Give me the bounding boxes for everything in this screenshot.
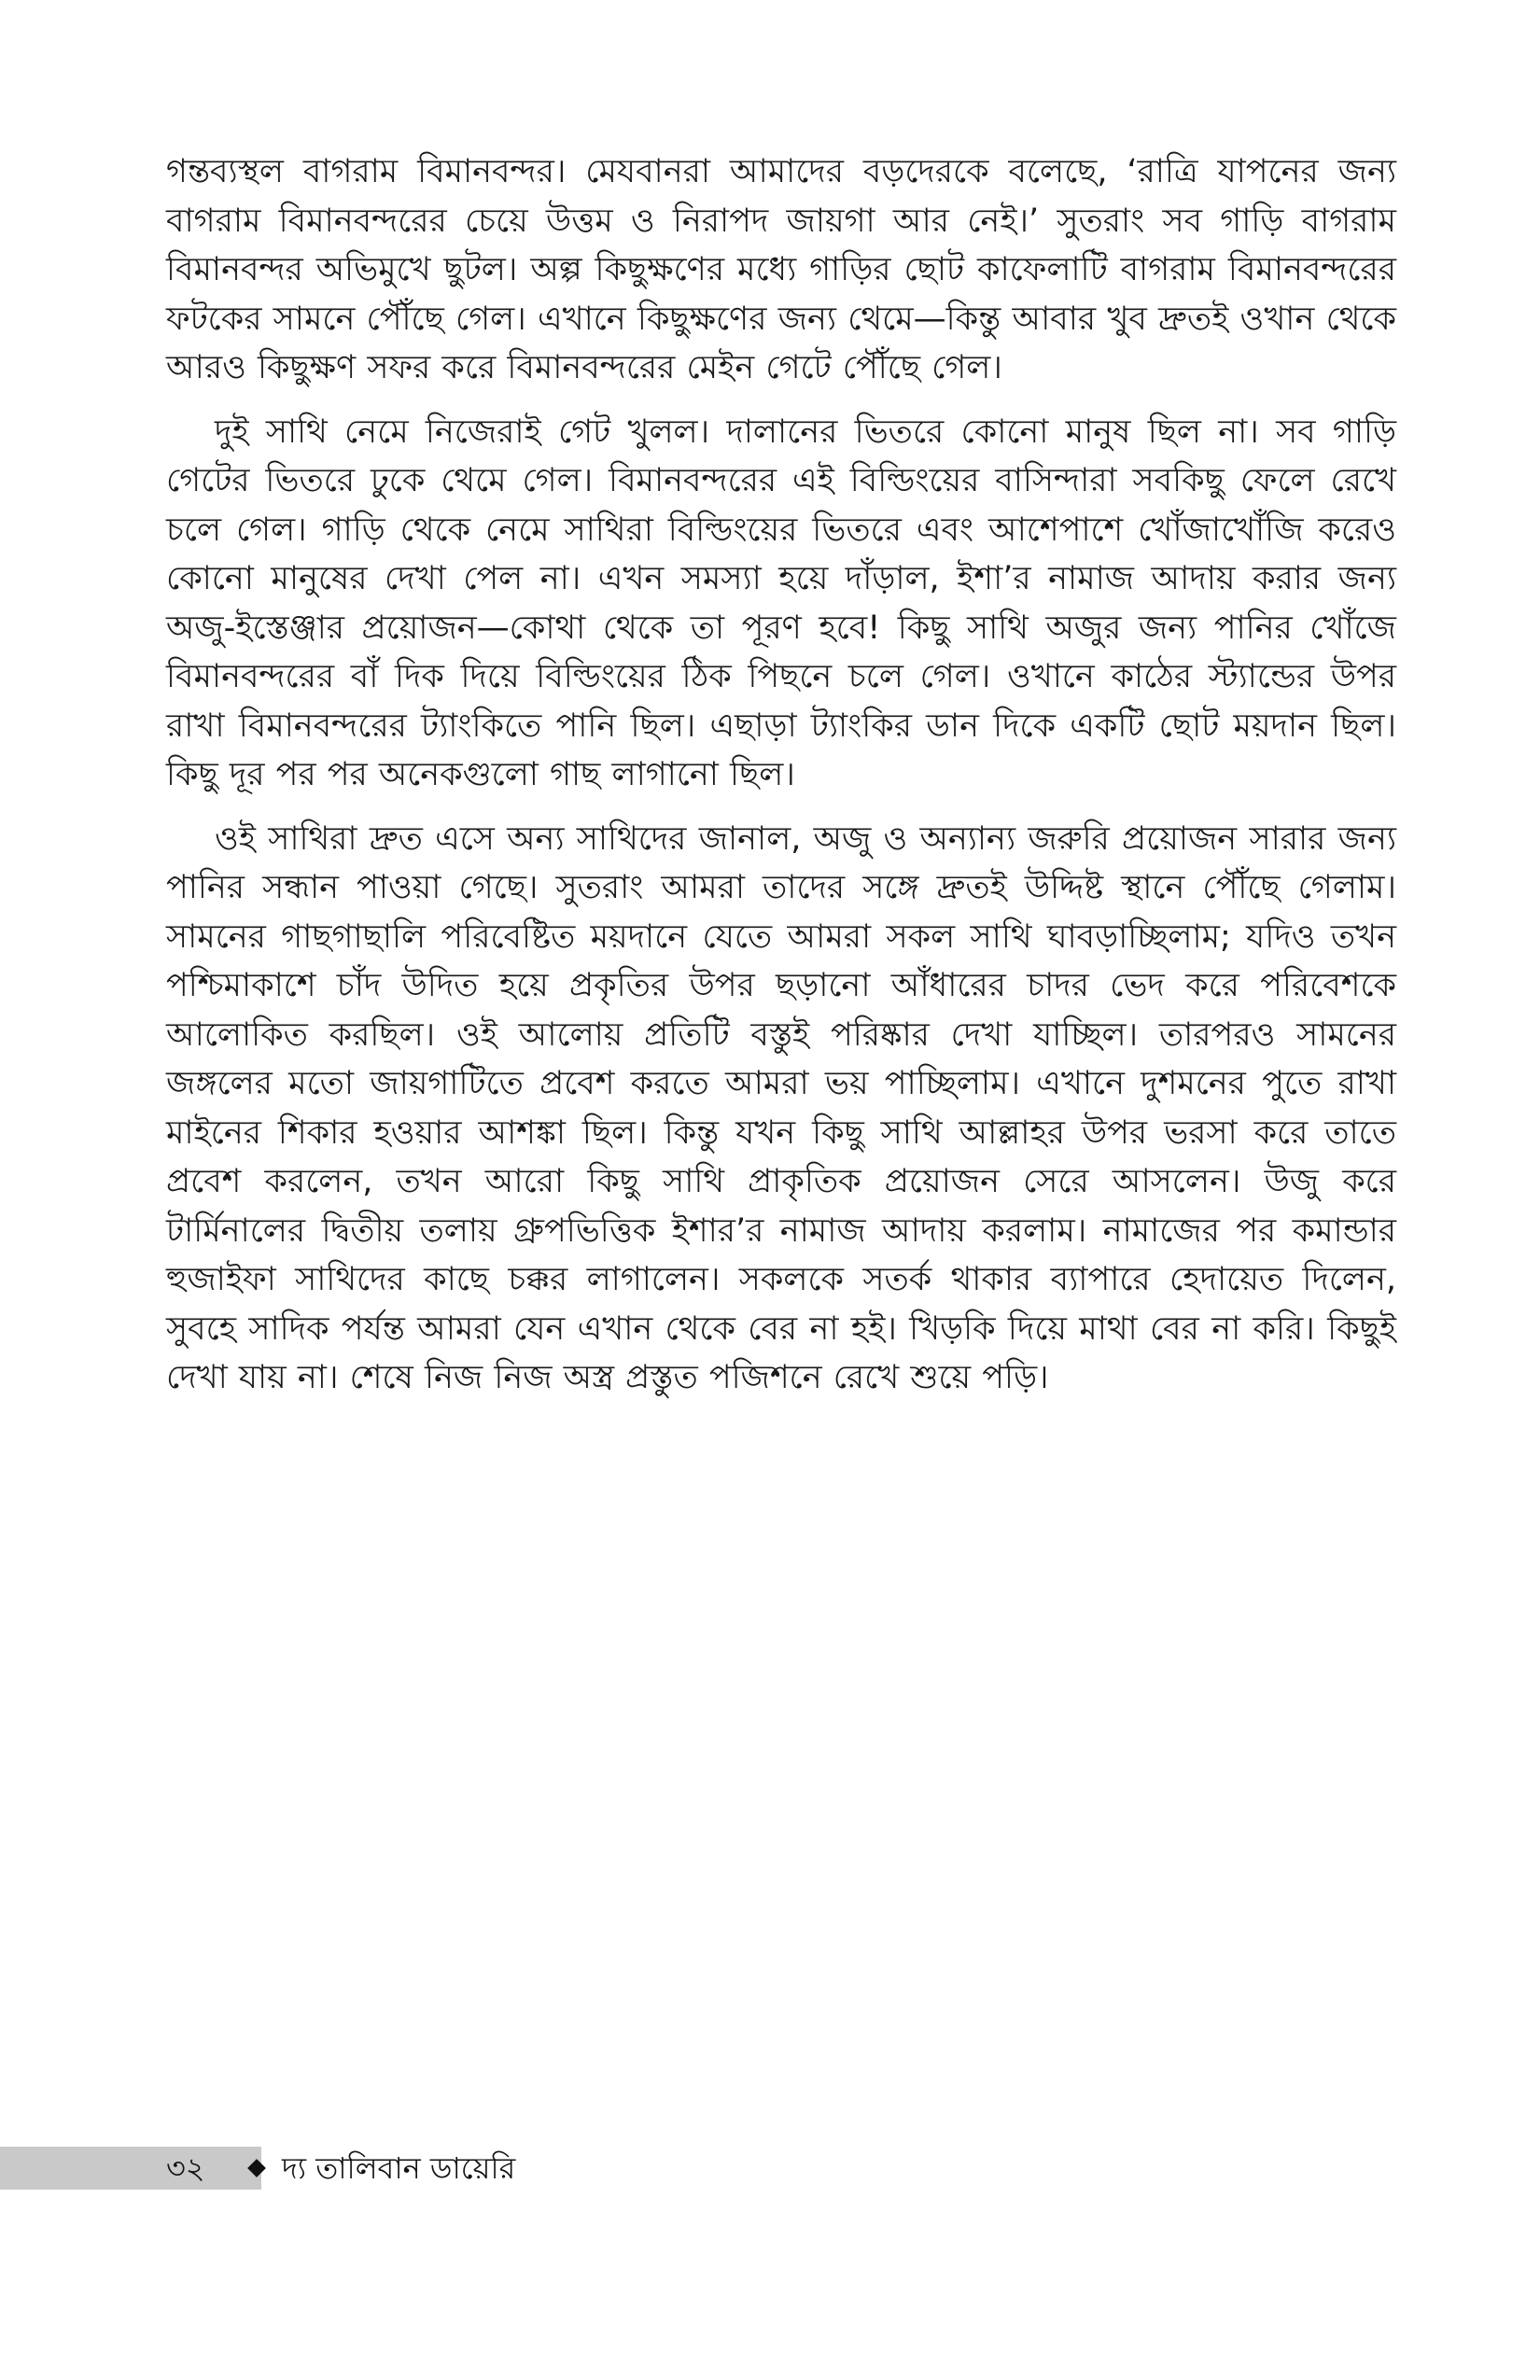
paragraph-3: ওই সাথিরা দ্রুত এসে অন্য সাথিদের জানাল, অজু ও অন্যান্য জরুরি প্রয়োজন সারার জন্য পানির সন্ধান পাওয়া গেছে। সুতরাং আমরা তাদের সঙ্গে দ্রুতই উদ্দিষ্ট স্থানে পৌঁছে গেলাম। সামনের গাছগাছালি পরিবেষ্টিত ময়দানে যেতে আমরা সকল সাথি ঘাবড়াচ্ছিলাম; যদিও তখন পশ্চিমাকাশে চাঁদ উদিত হয়ে প্রকৃতির উপর ছড়ানো আঁধারের চাদর ভেদ করে পরিবেশকে আলোকিত করছিল। ওই আলোয় প্রতিটি বস্তুই পরিষ্কার দেখা যাচ্ছিল। তারপরও সামনের জঙ্গলের মতো জায়গাটিতে প্রবেশ করতে আমরা ভয় পাচ্ছিলাম। এখানে দুশমনের পুতে রাখা মাইনের শিকার হওয়ার আশঙ্কা ছিল। কিন্তু যখন কিছু সাথি আল্লাহর উপর ভরসা করে তাতে প্রবেশ করলেন, তখন আরো কিছু সাথি প্রাকৃতিক প্রয়োজন সেরে আসলেন। উজু করে টার্মিনালের দ্বিতীয় তলায় গ্রুপভিত্তিক ইশার’র নামাজ আদায় করলাম। নামাজের পর কমান্ডার হুজাইফা সাথিদের কাছে চক্কর লাগালেন। সকলকে সতর্ক থাকার ব্যাপারে হেদায়েত দিলেন, সুবহে সাদিক পর্যন্ত আমরা যেন এখান থেকে বের না হই। খিড়কি দিয়ে মাথা বের না করি। কিছুই দেখা যায় না। শেষে নিজ নিজ অস্ত্র প্রস্তুত পজিশনে রেখে শুয়ে পড়ি।: [166, 819, 1396, 1396]
footer-bar: [0, 2147, 261, 2190]
paragraph-2: দুই সাথি নেমে নিজেরাই গেট খুলল। দালানের ভিতরে কোনো মানুষ ছিল না। সব গাড়ি গেটের ভিতরে ঢুকে থেমে গেল। বিমানবন্দরের এই বিল্ডিংয়ের বাসিন্দারা সবকিছু ফেলে রেখে চলে গেল। গাড়ি থেকে নেমে সাথিরা বিল্ডিংয়ের ভিতরে এবং আশেপাশে খোঁজাখোঁজি করেও কোনো মানুষের দেখা পেল না। এখন সমস্যা হয়ে দাঁড়াল, ইশা’র নামাজ আদায় করার জন্য অজু-ইস্তেঞ্জার প্রয়োজন—কোথা থেকে তা পূরণ হবে! কিছু সাথি অজুর জন্য পানির খোঁজে বিমানবন্দরের বাঁ দিক দিয়ে বিল্ডিংয়ের ঠিক পিছনে চলে গেল। ওখানে কাঠের স্ট্যান্ডের উপর রাখা বিমানবন্দরের ট্যাংকিতে পানি ছিল। এছাড়া ট্যাংকির ডান দিকে একটি ছোট ময়দান ছিল। কিছু দূর পর পর অনেকগুলো গাছ লাগানো ছিল।: [166, 413, 1396, 793]
body-text: [166, 147, 1396, 1418]
page-number: ৩২: [166, 2150, 205, 2186]
paragraph-1: গন্তব্যস্থল বাগরাম বিমানবন্দর। মেযবানরা আমাদের বড়দেরকে বলেছে, ‘রাত্রি যাপনের জন্য বাগরাম বিমানবন্দরের চেয়ে উত্তম ও নিরাপদ জায়গা আর নেই।’ সুতরাং সব গাড়ি বাগরাম বিমানবন্দর অভিমুখে ছুটল। অল্প কিছুক্ষণের মধ্যে গাড়ির ছোট কাফেলাটি বাগরাম বিমানবন্দরের ফটকের সামনে পৌঁছে গেল। এখানে কিছুক্ষণের জন্য থেমে—কিন্তু আবার খুব দ্রুতই ওখান থেকে আরও কিছুক্ষণ সফর করে বিমানবন্দরের মেইন গেটে পৌঁছে গেল।: [166, 153, 1396, 386]
book-title: দ্য তালিবান ডায়েরি: [282, 2150, 516, 2186]
